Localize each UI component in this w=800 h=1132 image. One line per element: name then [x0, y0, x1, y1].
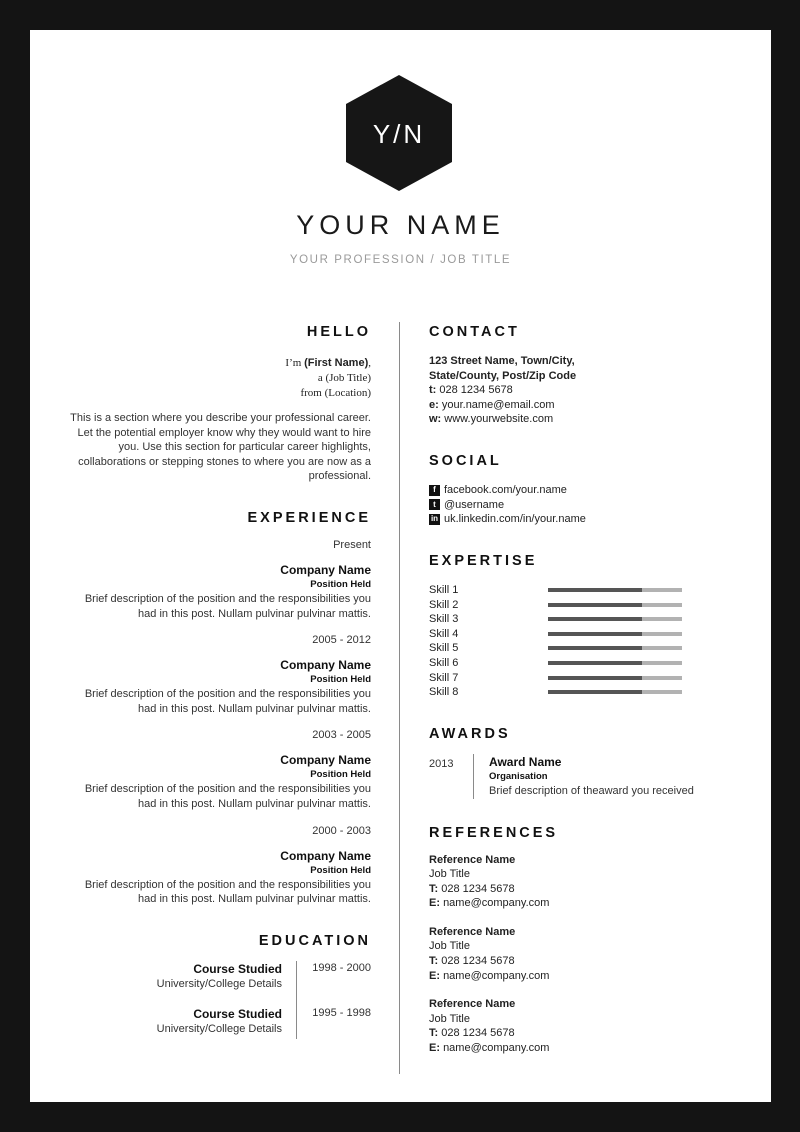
- first-name: (First Name): [304, 357, 369, 369]
- reference-name: Reference Name: [429, 998, 516, 1011]
- education-heading: EDUCATION: [258, 932, 371, 949]
- contact-section: [429, 320, 739, 427]
- reference-item: [429, 925, 739, 983]
- social-heading: SOCIAL: [429, 452, 502, 469]
- position-description: Brief description of the position and the responsibilities you had in this post. Nullam pulvinar pulvinar mattis.: [84, 688, 371, 715]
- award-name: Award Name: [489, 754, 562, 769]
- location-line: from (Location): [300, 387, 371, 399]
- intro-line: [70, 356, 371, 371]
- institution-details: University/College Details: [156, 977, 282, 990]
- education-section: [70, 929, 371, 1039]
- company-name: Company Name: [280, 658, 371, 673]
- reference-phone: [429, 954, 739, 969]
- skill-item: [429, 597, 739, 612]
- social-item[interactable]: [429, 498, 739, 513]
- social-item[interactable]: [429, 483, 739, 498]
- social-section: [429, 449, 739, 527]
- facebook-icon: f: [429, 485, 440, 496]
- education-years: 1995 - 1998: [312, 1006, 371, 1019]
- left-column: [70, 320, 371, 1039]
- skill-label: Skill 4: [429, 627, 459, 640]
- experience-item: [70, 538, 371, 621]
- position-held: Position Held: [310, 674, 371, 686]
- award-organisation: Organisation: [489, 770, 548, 782]
- reference-item: [429, 997, 739, 1055]
- skill-bar-fill: [548, 661, 642, 665]
- skill-item: [429, 656, 739, 671]
- right-column: [429, 320, 739, 1056]
- position-held: Position Held: [310, 578, 371, 590]
- column-divider: [399, 322, 400, 1074]
- skill-label: Skill 7: [429, 671, 459, 684]
- award-list: [429, 754, 739, 799]
- skill-bar-fill: [548, 588, 642, 592]
- reference-name: Reference Name: [429, 853, 516, 866]
- education-list: [70, 961, 371, 1039]
- skill-label: Skill 2: [429, 598, 459, 611]
- expertise-heading: EXPERTISE: [429, 552, 538, 569]
- course-studied: Course Studied: [193, 1006, 282, 1021]
- skill-bar: [548, 588, 682, 592]
- institution-details: University/College Details: [156, 1022, 282, 1035]
- skill-item: [429, 612, 739, 627]
- reference-phone-label: T:: [429, 882, 439, 895]
- profession-title: YOUR PROFESSION / JOB TITLE: [289, 254, 512, 266]
- skill-item: [429, 627, 739, 642]
- reference-email-value[interactable]: name@company.com: [443, 1042, 550, 1055]
- skill-bar: [548, 646, 682, 650]
- reference-phone-value: 028 1234 5678: [441, 1027, 515, 1040]
- reference-email-value[interactable]: name@company.com: [443, 969, 550, 982]
- reference-name: Reference Name: [429, 925, 516, 938]
- skill-label: Skill 5: [429, 642, 459, 655]
- skill-bar-fill: [548, 676, 642, 680]
- social-list: [429, 483, 739, 527]
- skill-bar-fill: [548, 632, 642, 636]
- education-years: 1998 - 2000: [312, 961, 371, 974]
- skill-item: [429, 641, 739, 656]
- address-line-2: State/County, Post/Zip Code: [429, 369, 577, 382]
- candidate-name: YOUR NAME: [296, 210, 505, 240]
- reference-title: Job Title: [429, 940, 470, 953]
- social-text[interactable]: uk.linkedin.com/in/your.name: [444, 513, 586, 526]
- experience-list: [70, 538, 371, 907]
- reference-email-value[interactable]: name@company.com: [443, 897, 550, 910]
- skill-bar-fill: [548, 690, 642, 694]
- website-value[interactable]: www.yourwebsite.com: [444, 413, 554, 426]
- position-held: Position Held: [310, 864, 371, 876]
- reference-email: [429, 1041, 739, 1056]
- reference-email-label: E:: [429, 1042, 440, 1055]
- monogram-hexagon: [346, 75, 452, 191]
- reference-phone: [429, 1026, 739, 1041]
- experience-date: 2003 - 2005: [312, 729, 371, 742]
- reference-email-label: E:: [429, 969, 440, 982]
- contact-phone: [429, 383, 739, 398]
- reference-item: [429, 853, 739, 911]
- company-name: Company Name: [280, 562, 371, 577]
- experience-section: [70, 506, 371, 907]
- social-text[interactable]: @username: [444, 498, 505, 511]
- skill-label: Skill 8: [429, 686, 459, 699]
- experience-date: 2005 - 2012: [312, 634, 371, 647]
- skill-item: [429, 670, 739, 685]
- job-line: a (Job Title): [317, 372, 371, 384]
- skill-bar-fill: [548, 617, 642, 621]
- reference-phone-value: 028 1234 5678: [441, 882, 515, 895]
- contact-website: [429, 412, 739, 427]
- email-value[interactable]: your.name@email.com: [441, 398, 555, 411]
- reference-email: [429, 896, 739, 911]
- web-label: w:: [429, 413, 442, 426]
- reference-phone-label: T:: [429, 1027, 439, 1040]
- position-held: Position Held: [310, 769, 371, 781]
- address-line-1: 123 Street Name, Town/City,: [429, 355, 575, 367]
- experience-item: [70, 633, 371, 716]
- experience-date: Present: [333, 538, 371, 551]
- hello-section: [70, 320, 371, 484]
- award-year: 2013: [429, 757, 454, 770]
- reference-title: Job Title: [429, 868, 470, 881]
- skill-bar: [548, 661, 682, 665]
- skill-bar: [548, 676, 682, 680]
- position-description: Brief description of the position and the responsibilities you had in this post. Nullam pulvinar pulvinar mattis.: [84, 878, 371, 906]
- education-item: [70, 961, 371, 1006]
- reference-phone-value: 028 1234 5678: [441, 955, 515, 968]
- twitter-icon: t: [429, 499, 440, 510]
- experience-item: [70, 728, 371, 811]
- social-text[interactable]: facebook.com/your.name: [444, 483, 567, 496]
- experience-item: [70, 824, 371, 907]
- position-description: Brief description of the position and the responsibilities you had in this post. Nullam pulvinar pulvinar mattis.: [84, 783, 371, 810]
- reference-email: [429, 969, 739, 984]
- education-details: [157, 961, 297, 1006]
- company-name: Company Name: [280, 753, 371, 768]
- skill-label: Skill 6: [429, 657, 459, 670]
- skill-bar: [548, 690, 682, 694]
- reference-phone: [429, 882, 739, 897]
- position-description: Brief description of the position and the responsibilities you had in this post. Nullam pulvinar pulvinar mattis.: [84, 592, 371, 620]
- expertise-section: [429, 549, 739, 700]
- intro-prefix: I’m: [285, 357, 305, 369]
- contact-email: [429, 398, 739, 413]
- linkedin-icon: in: [430, 514, 439, 524]
- skill-item: [429, 583, 739, 598]
- award-item: [429, 754, 739, 799]
- skill-label: Skill 3: [429, 613, 459, 626]
- award-details: [473, 754, 694, 799]
- skill-bar-fill: [548, 603, 642, 607]
- phone-label: t:: [429, 384, 437, 397]
- skill-label: Skill 1: [429, 584, 459, 597]
- awards-heading: AWARDS: [429, 725, 511, 742]
- contact-heading: CONTACT: [429, 324, 520, 340]
- hello-heading: HELLO: [306, 324, 371, 340]
- references-section: [429, 821, 739, 1056]
- intro-suffix: ,: [368, 357, 371, 369]
- resume-page: [30, 30, 771, 1102]
- experience-heading: EXPERIENCE: [247, 509, 371, 526]
- reference-phone-label: T:: [429, 955, 439, 968]
- hello-intro: [70, 356, 371, 401]
- email-label: e:: [429, 398, 439, 411]
- awards-section: [429, 722, 739, 799]
- reference-list: [429, 853, 739, 1056]
- experience-date: 2000 - 2003: [312, 824, 371, 837]
- skill-list: [429, 583, 739, 700]
- education-details: [157, 1006, 297, 1039]
- references-heading: REFERENCES: [429, 824, 559, 841]
- monogram-initials: Y/N: [372, 119, 426, 149]
- skill-bar-fill: [548, 646, 642, 650]
- social-item[interactable]: [429, 512, 739, 527]
- award-description: Brief description of theaward you received: [489, 784, 694, 797]
- reference-title: Job Title: [429, 1012, 470, 1025]
- reference-email-label: E:: [429, 897, 440, 910]
- skill-bar: [548, 632, 682, 636]
- skill-item: [429, 685, 739, 700]
- company-name: Company Name: [280, 848, 371, 863]
- skill-bar: [548, 603, 682, 607]
- course-studied: Course Studied: [193, 961, 282, 976]
- phone-value: 028 1234 5678: [439, 384, 513, 397]
- hello-paragraph: This is a section where you describe your professional career. Let the potential employer know why they would want to hire you. Use this section for particular career highlights, collaborations or stepping stones to where you are now as a professional.: [70, 412, 371, 483]
- education-item: [70, 1006, 371, 1039]
- skill-bar: [548, 617, 682, 621]
